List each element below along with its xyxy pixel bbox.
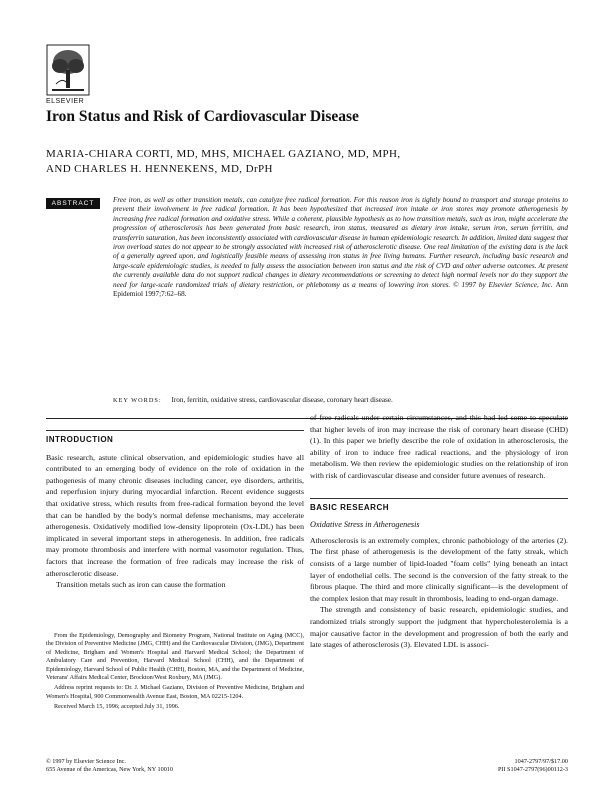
introduction-paragraph: Transition metals such as iron can cause the formation <box>56 580 226 590</box>
body-paragraph: The strength and consistency of basic research, epidemiologic studies, and randomized trials strongly support the judgment that hypercholesterolemia is a major causative factor in the development and progression of both the early and late stages of atherosclerosis (3). Elevated LDL is associ- <box>310 605 568 650</box>
keywords <box>113 396 568 404</box>
author-list <box>46 147 566 177</box>
abstract-text: Free iron, as well as other transition metals, can catalyze free radical formation. For this reason iron is tightly bound to transport and storage proteins to prevent their involvement in free radical formation. It has been hypothesized that increased iron intake or iron stores may promote atherogenesis by increasing free radical formation and oxidative stress. While a coherent, plausible hypothesis as to how transition metals, such as iron, might accelerate the progression of atherosclerosis has been generated from basic research, iron status, measured as dietary iron intake, serum iron, serum ferritin, and transferrin saturation, has been inconsistently associated with cardiovascular disease in human epidemiologic research. In addition, limited data suggest that iron overload states do not appear to be strongly associated with increased risk of atherosclerotic disease. One real limitation of the existing data is the lack of a generally agreed upon, and logistically feasible means of assessing iron status in free living humans. Further research, including basic research and large-scale epidemiologic studies, is needed to fully assess the association between iron status and the risk of CVD and other adverse outcomes. At present the currently available data do not support radical changes in dietary recommendations or screening to detect high normal levels nor do they support the need for large-scale randomized trials of dietary restriction, or phlebotomy as a means of lowering iron stores. © 1997 by Elsevier Science, Inc. <box>113 196 568 289</box>
body-paragraph: of free radicals under certain circumstances, and this had led some to speculate that higher levels of iron may increase the risk of coronary heart disease (CHD) (1). In this paper we briefly describe the role of oxidation in atherosclerosis, the ability of iron to induce free radical reactions, and the physiology of iron metabolism. We then review the epidemiologic studies on the relationship of iron with risk of cardiovascular disease and consider future avenues of research. <box>310 413 568 480</box>
publisher-address: 655 Avenue of the Americas, New York, NY 10010 <box>46 766 173 774</box>
introduction-paragraph: Basic research, astute clinical observation, and epidemiologic studies have all contributed to an emerging body of evidence on the role of oxidation in the pathogenesis of many chronic diseases including cancer, eye disorders, arthritis, and reperfusion injury during myocardial infarction. Recent evidence suggests that oxidative stress, which results from free-radical formation beyond the level that can be handled by the body's normal defense mechanisms, may accelerate atherogenesis. Oxidatively modified low-density lipoprotein (Ox-LDL) has been implicated in several important steps in atherogenesis. In addition, free radicals may promote thrombosis and interfere with normal vasomotor regulation. Thus, factors that increase the formation of free radicals may increase the risk of atherosclerotic disease. <box>46 452 304 578</box>
keywords-label: KEY WORDS: <box>113 397 162 404</box>
received-footnote: Received March 15, 1996; accepted July 31, 1996. <box>54 703 180 711</box>
right-column <box>310 412 568 651</box>
keywords-text: Iron, ferritin, oxidative stress, cardiovascular disease, coronary heart disease. <box>171 396 393 404</box>
body-paragraph: Atherosclerosis is an extremely complex, chronic pathobiology of the arteries (2). The first phase of atherogenesis is the development of the fatty streak, which consists of a large number of lipid-loaded "foam cells" lying beneath an intact layer of endothelial cells. The second is the conversion of the fatty streak to the fibrous plaque. The third and more clinically significant—is the development of the complex lesion that may result in thrombosis, leading to end-organ damage. <box>310 535 568 603</box>
authors-line-1: MARIA-CHIARA CORTI, MD, MHS, MICHAEL GAZIANO, MD, MPH, <box>46 148 401 160</box>
abstract-citation: Ann Epidemiol 1997;7:62–68. <box>113 280 569 299</box>
affiliation-footnote: From the Epidemiology, Demography and Biometry Program, National Institute on Aging (MCC), the Division of Preventive Medicine (JMG, CHH) and the Cardiovascular Division, (JMG), Department of Medicine, Brigham and Women's Hospital and Harvard Medical School; the Department of Ambulatory Care and Prevention, Harvard Medical School (CHH), and the Department of Epidemiology, Harvard School of Public Health (CHH), Boston, MA, and the Department of Medicine, Veterans' Affairs Medical Center, Brockton/West Roxbury, MA (JMG). <box>46 632 304 682</box>
footnotes <box>46 632 304 714</box>
footer-identifiers <box>498 758 568 775</box>
footer-copyright <box>46 758 173 775</box>
elsevier-tree-logo <box>46 44 90 96</box>
introduction-heading: INTRODUCTION <box>46 435 114 444</box>
abstract-label: ABSTRACT <box>46 198 100 209</box>
issn-line: 1047-2797/97/$17.00 <box>514 758 568 765</box>
basic-research-heading: BASIC RESEARCH <box>310 502 390 512</box>
section-rule <box>46 430 304 431</box>
abstract-body <box>113 196 568 299</box>
article-title: Iron Status and Risk of Cardiovascular Disease <box>46 108 359 125</box>
publisher-name: ELSEVIER <box>46 98 85 105</box>
left-column <box>46 430 304 591</box>
copyright-line: © 1997 by Elsevier Science Inc. <box>46 758 126 765</box>
pii-line: PII S1047-2797(96)00112-3 <box>497 766 568 774</box>
reprints-footnote: Address reprint requests to: Dr. J. Michael Gaziano, Division of Preventive Medicine, Brigham and Women's Hospital, 900 Commonwealth Avenue East, Boston, MA 02215-1204. <box>46 684 304 700</box>
subsection-heading: Oxidative Stress in Atherogenesis <box>310 520 420 530</box>
authors-line-2: AND CHARLES H. HENNEKENS, MD, DrPH <box>46 163 273 175</box>
section-rule <box>310 498 568 499</box>
